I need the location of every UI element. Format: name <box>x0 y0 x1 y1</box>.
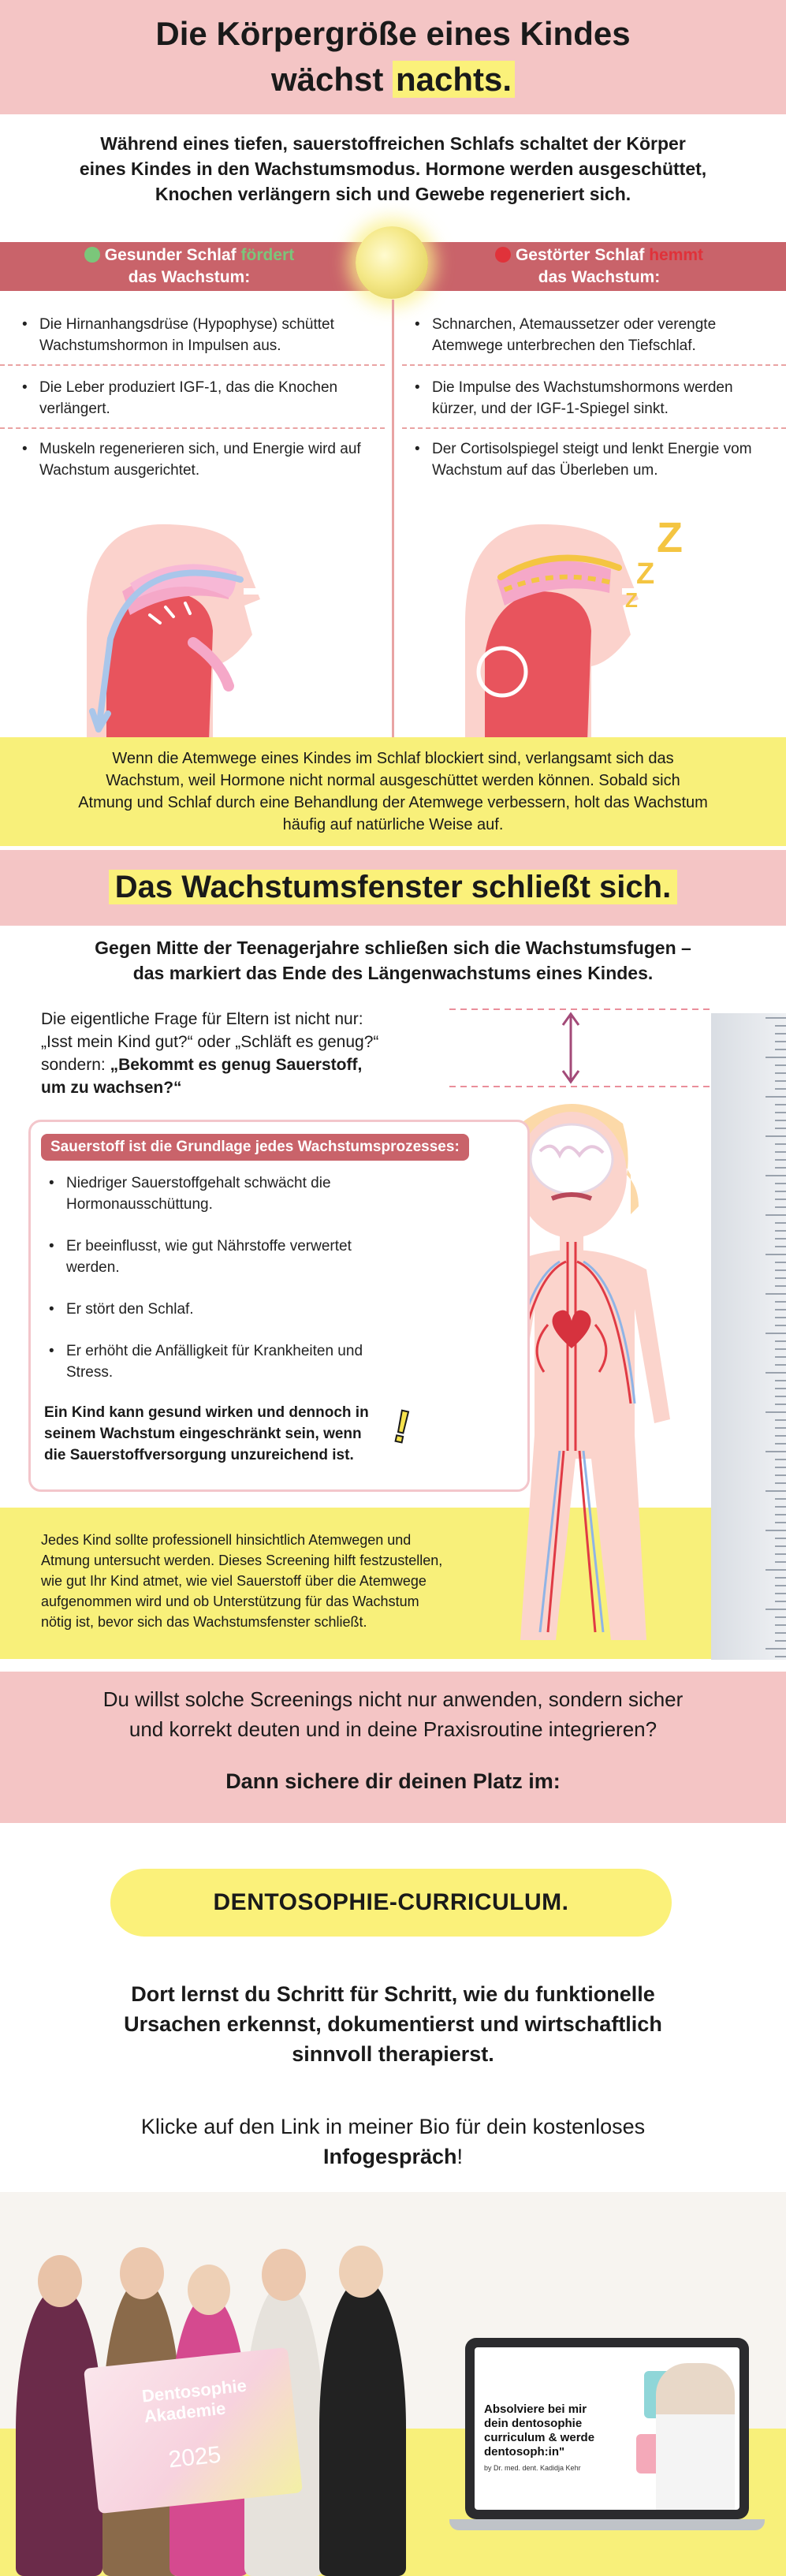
laptop-text: Absolviere bei mir dein dentosophie curriculum & werde dentosoph:in" <box>484 2403 595 2459</box>
healthy-item-2: • Die Leber produziert IGF-1, das die Knochen verlängert. <box>39 377 371 419</box>
question-text: Die eigentliche Frage für Eltern ist nicht nur: „Isst mein Kind gut?“ oder „Schläft es genug?“ sondern: „Bekommt es genug Sauerstoff, um zu wachsen?“ <box>41 1010 379 1097</box>
healthy-item-1: • Die Hirnanhangsdrüse (Hypophyse) schüttet Wachstumshormon in Impulsen aus. <box>39 314 371 356</box>
presenter-photo <box>656 2363 735 2510</box>
window-subtitle: Gegen Mitte der Teenagerjahre schließen sich die Wachstumsfugen – das markiert das Ende des Längenwachstums eines Kindes. <box>95 938 691 983</box>
person-head <box>339 2246 383 2298</box>
oxygen-item: • Niedriger Sauerstoffgehalt schwächt die Hormonausschüttung. <box>44 1172 407 1215</box>
disturbed-item-3: • Der Cortisolspiegel steigt und lenkt Energie vom Wachstum auf das Überleben um. <box>432 438 763 481</box>
airway-note: Wenn die Atemwege eines Kindes im Schlaf blockiert sind, verlangsamt sich das Wachstum, weil Hormone nicht normal ausgeschüttet werden können. Sobald sich Atmung und Schlaf durch eine Behandlung der Atemwege verbessern, holt das Wachstum häufig auf natürliche Weise auf. <box>0 737 786 846</box>
laptop-screen <box>475 2347 739 2510</box>
team-photo <box>0 2192 465 2576</box>
height-arrow <box>449 1003 710 1098</box>
oxygen-item: • Er erhöht die Anfälligkeit für Krankheiten und Stress. <box>44 1340 407 1383</box>
warning-icon: ! <box>389 1400 415 1454</box>
svg-text:Z: Z <box>625 588 638 612</box>
moon-icon <box>356 226 428 299</box>
laptop-base <box>449 2519 765 2530</box>
cta-secure: Dann sichere dir deinen Platz im: <box>225 1769 561 1793</box>
healthy-item-3: • Muskeln regenerieren sich, und Energie wird auf Wachstum ausgerichtet. <box>39 438 371 481</box>
oxygen-item: • Er beeinflusst, wie gut Nährstoffe verwertet werden. <box>44 1236 407 1278</box>
curriculum-button[interactable]: DENTOSOPHIE-CURRICULUM. <box>110 1869 672 1937</box>
column-divider <box>392 300 394 737</box>
oxygen-item: • Er stört den Schlaf. <box>44 1299 407 1320</box>
title-line-1: Die Körpergröße eines Kindes <box>155 15 631 52</box>
disturbed-item-2: • Die Impulse des Wachstumshormons werden kürzer, und der IGF-1-Spiegel sinkt. <box>432 377 763 419</box>
svg-text:Z: Z <box>636 557 655 591</box>
healthy-airway-illustration <box>75 505 272 741</box>
oxygen-heading: Sauerstoff ist die Grundlage jedes Wachstumsprozesses: <box>41 1134 469 1161</box>
disturbed-label: Gestörter Schlaf hemmt das Wachstum: <box>441 244 757 289</box>
divider <box>402 364 786 366</box>
cta-link: Klicke auf den Link in meiner Bio für dein kostenloses Infogespräch! <box>140 2115 646 2168</box>
info-call-link[interactable]: Infogespräch <box>322 2145 457 2168</box>
divider <box>402 427 786 429</box>
green-dot-icon <box>84 247 100 263</box>
oxygen-list <box>44 1172 407 1404</box>
title-line-2: wächst nachts. <box>0 57 786 103</box>
person-head <box>38 2255 82 2307</box>
disturbed-airway-illustration <box>453 505 706 741</box>
healthy-label: Gesunder Schlaf fördert das Wachstum: <box>32 244 347 289</box>
title-highlight: nachts. <box>393 61 515 98</box>
page-title <box>0 11 786 103</box>
sign-board: Dentosophie Akademie 2025 <box>84 2347 303 2514</box>
cta-question: Du willst solche Screenings nicht nur anwenden, sondern sicher und korrekt deuten und in deine Praxisroutine integrieren? <box>102 1687 684 1741</box>
cta-learn: Dort lernst du Schritt für Schritt, wie du funktionelle Ursachen erkennst, dokumentierst und wirtschaftlich sinnvoll therapierst. <box>124 1982 662 2066</box>
window-title-wrap <box>0 866 786 908</box>
disturbed-item-1: • Schnarchen, Atemaussetzer oder verengte Atemwege unterbrechen den Tiefschlaf. <box>432 314 763 356</box>
red-dot-icon <box>495 247 511 263</box>
laptop-byline: by Dr. med. dent. Kadidja Kehr <box>484 2464 581 2472</box>
person-head <box>188 2265 230 2315</box>
person-head <box>120 2247 164 2299</box>
svg-text:Z: Z <box>657 514 683 561</box>
screening-text: Jedes Kind sollte professionell hinsichtlich Atemwegen und Atmung untersucht werden. Dieses Screening hilft festzustellen, wie gut Ihr Kind atmet, wie viel Sauerstoff über die Atemwege aufgenommen wird und ob Unterstützung für das Wachstum nötig ist, bevor sich das Wachstumsfenster schließt. <box>41 1532 443 1630</box>
oxygen-warning: Ein Kind kann gesund wirken und dennoch in seinem Wachstum eingeschränkt sein, wenn die Sauerstoffversorgung unzureichend ist. <box>44 1404 369 1463</box>
person-head <box>262 2249 306 2301</box>
person <box>319 2279 406 2576</box>
ruler-ticks <box>711 1013 786 1660</box>
window-title: Das Wachstumsfenster schließt sich. <box>109 870 677 904</box>
intro-text: Während eines tiefen, sauerstoffreichen Schlafs schaltet der Körper eines Kindes in den Wachstumsmodus. Hormone werden ausgeschüttet, Knochen verlängern sich und Gewebe regeneriert sich. <box>79 133 707 204</box>
divider <box>0 427 385 429</box>
divider <box>0 364 385 366</box>
